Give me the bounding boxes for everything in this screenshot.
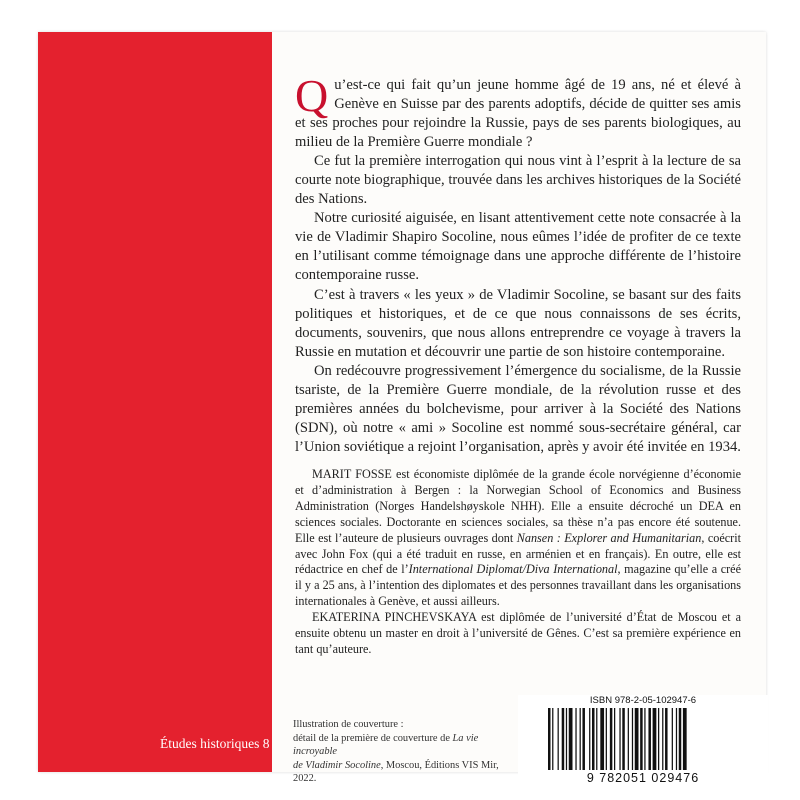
cover-credits: Illustration de couverture : détail de la première de couverture de La vie incroyable de Vladimir Socoline, Moscou, Éditions VIS Mir, 2022. [293,719,499,784]
blurb-paragraph-3: Notre curiosité aiguisée, en lisant attentivement cette note consacrée à la vie de Vladimir Shapiro Socoline, nous eûmes l’idée de profiter de ce texte en l’utilisant comme témoignage dans une approche différente de l’histoire contemporaine russe. [295,210,741,284]
blurb-paragraph-1: Qu’est-ce qui fait qu’un jeune homme âgé de 19 ans, né et élevé à Genève en Suisse par des parents adoptifs, décide de quitter ses amis et ses proches pour rejoindre la Russie, pays de ses parents biologiques, au milieu de la Première Guerre mondiale ? [295,70,741,151]
blurb [295,70,741,457]
bio-marit-fosse: MARIT FOSSE est économiste diplômée de la grande école norvégienne d’économie et d’administration à Bergen : la Norwegian School of Economics and Business Administration (Norges Handelshøyskole NHH). Elle a ensuite décroché un DEA en sciences sociales. Doctorante en sciences sociales, sa thèse n’a pas encore été soutenue. Elle est l’auteure de plusieurs ouvrages dont Nansen : Explorer and Humanitarian, coécrit avec John Fox (qui a été traduit en russe, en arménien et en français). En outre, elle est rédactrice en chef de l’International Diplomat/Diva International, magazine qu’elle a créé il y a 25 ans, à l’intention des diplomates et des personnes travaillant dans les organisations internationales à Genève, et aussi ailleurs. [295,467,741,609]
series-label: Études historiques 8 [160,736,270,751]
blurb-paragraph-5: On redécouvre progressivement l’émergence du socialisme, de la Russie tsariste, de la Première Guerre mondiale, de la révolution russe et des premières années du bolchevisme, pour arriver à la Société des Nations (SDN), où notre « ami » Socoline est nommé sous-secrétaire général, car l’Union soviétique a rejoint l’organisation, après y avoir été invitée en 1934. [295,362,741,455]
drop-cap: Q [295,70,329,121]
barcode-number: 9 782051 029476 [586,771,700,785]
barcode-block [518,695,768,785]
bio-ekaterina-pinchevskaya: EKATERINA PINCHEVSKAYA est diplômée de l’université d’État de Moscou et a ensuite obtenu un master en droit à l’université de Gênes. C’est sa première expérience en tant qu’auteure. [295,610,741,656]
red-band [38,32,272,772]
back-cover [38,32,766,785]
author-bios [295,467,741,658]
barcode-icon [548,708,758,770]
isbn-label: ISBN 978-2-05-102947-6 [589,695,697,706]
blurb-paragraph-2: Ce fut la première interrogation qui nous vint à l’esprit à la lecture de sa courte note biographique, trouvée dans les archives historiques de la Société des Nations. [295,153,741,208]
blurb-paragraph-4: C’est à travers « les yeux » de Vladimir Socoline, se basant sur des faits politiques et historiques, et de ce que nous connaissons de ses écrits, documents, souvenirs, que nous allons entreprendre ce voyage à travers la Russie en mutation et découvrir une partie de son histoire contemporaine. [295,286,741,360]
